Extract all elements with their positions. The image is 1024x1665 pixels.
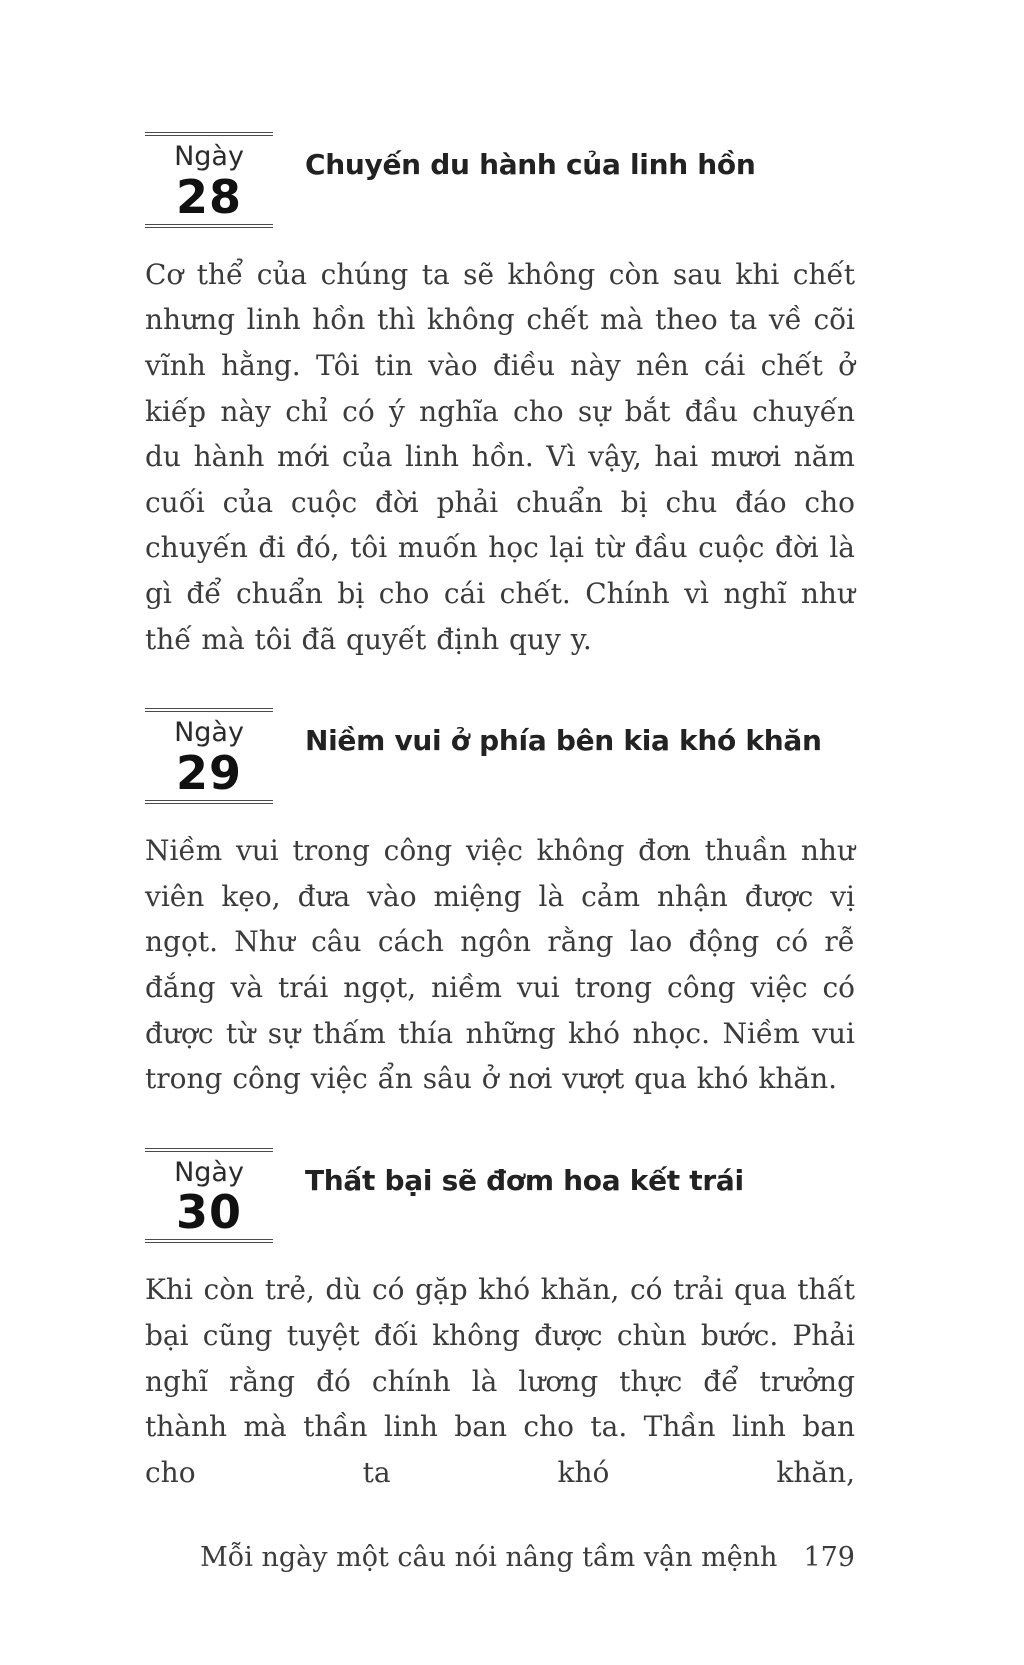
section-body: Cơ thể của chúng ta sẽ không còn sau khi chết nhưng linh hồn thì không chết mà theo ta về cõi vĩnh hằng. Tôi tin vào điều này nên cái chết ở kiếp này chỉ có ý nghĩa cho sự bắt đầu chuyến du hành mới của linh hồn. Vì vậy, hai mươi năm cuối của cuộc đời phải chuẩn bị chu đáo cho chuyến đi đó, tôi muốn học lại từ đầu cuộc đời là gì để chuẩn bị cho cái chết. Chính vì nghĩ như thế mà tôi đã quyết định quy y. — [145, 257, 855, 656]
section-title: Niềm vui ở phía bên kia khó khăn — [305, 724, 822, 758]
section-header — [145, 132, 855, 228]
day-number: 29 — [175, 746, 242, 800]
day-label: Ngày — [174, 717, 244, 749]
day-badge — [145, 1148, 273, 1244]
section-day-30 — [145, 1148, 855, 1496]
section-header — [145, 708, 855, 804]
page-number: 179 — [803, 1541, 855, 1573]
page-footer — [145, 1542, 855, 1573]
day-label: Ngày — [174, 1156, 244, 1188]
section-body: Khi còn trẻ, dù có gặp khó khăn, có trải qua thất bại cũng tuyệt đối không được chùn bước. Phải nghĩ rằng đó chính là lương thực để trưởng thành mà thần linh ban cho ta. Thần linh ban cho ta khó khăn, — [145, 1273, 855, 1489]
section-header — [145, 1148, 855, 1244]
day-number: 28 — [175, 169, 242, 224]
section-body: Niềm vui trong công việc không đơn thuần như viên kẹo, đưa vào miệng là cảm nhận được vị ngọt. Như câu cách ngôn rằng lao động có rễ đắng và trái ngọt, niềm vui trong công việc có được từ sự thấm thía những khó nhọc. Niềm vui trong công việc ẩn sâu ở nơi vượt qua khó khăn. — [145, 834, 855, 1096]
section-day-29 — [145, 708, 855, 1101]
day-number: 30 — [175, 1185, 242, 1240]
section-title: Thất bại sẽ đơm hoa kết trái — [305, 1163, 744, 1197]
day-badge — [145, 132, 273, 228]
book-title: Mỗi ngày một câu nói nâng tầm vận mệnh — [200, 1541, 778, 1573]
section-day-28 — [145, 132, 855, 662]
day-label: Ngày — [174, 141, 244, 172]
day-badge — [145, 708, 273, 804]
section-title: Chuyến du hành của linh hồn — [305, 148, 756, 181]
